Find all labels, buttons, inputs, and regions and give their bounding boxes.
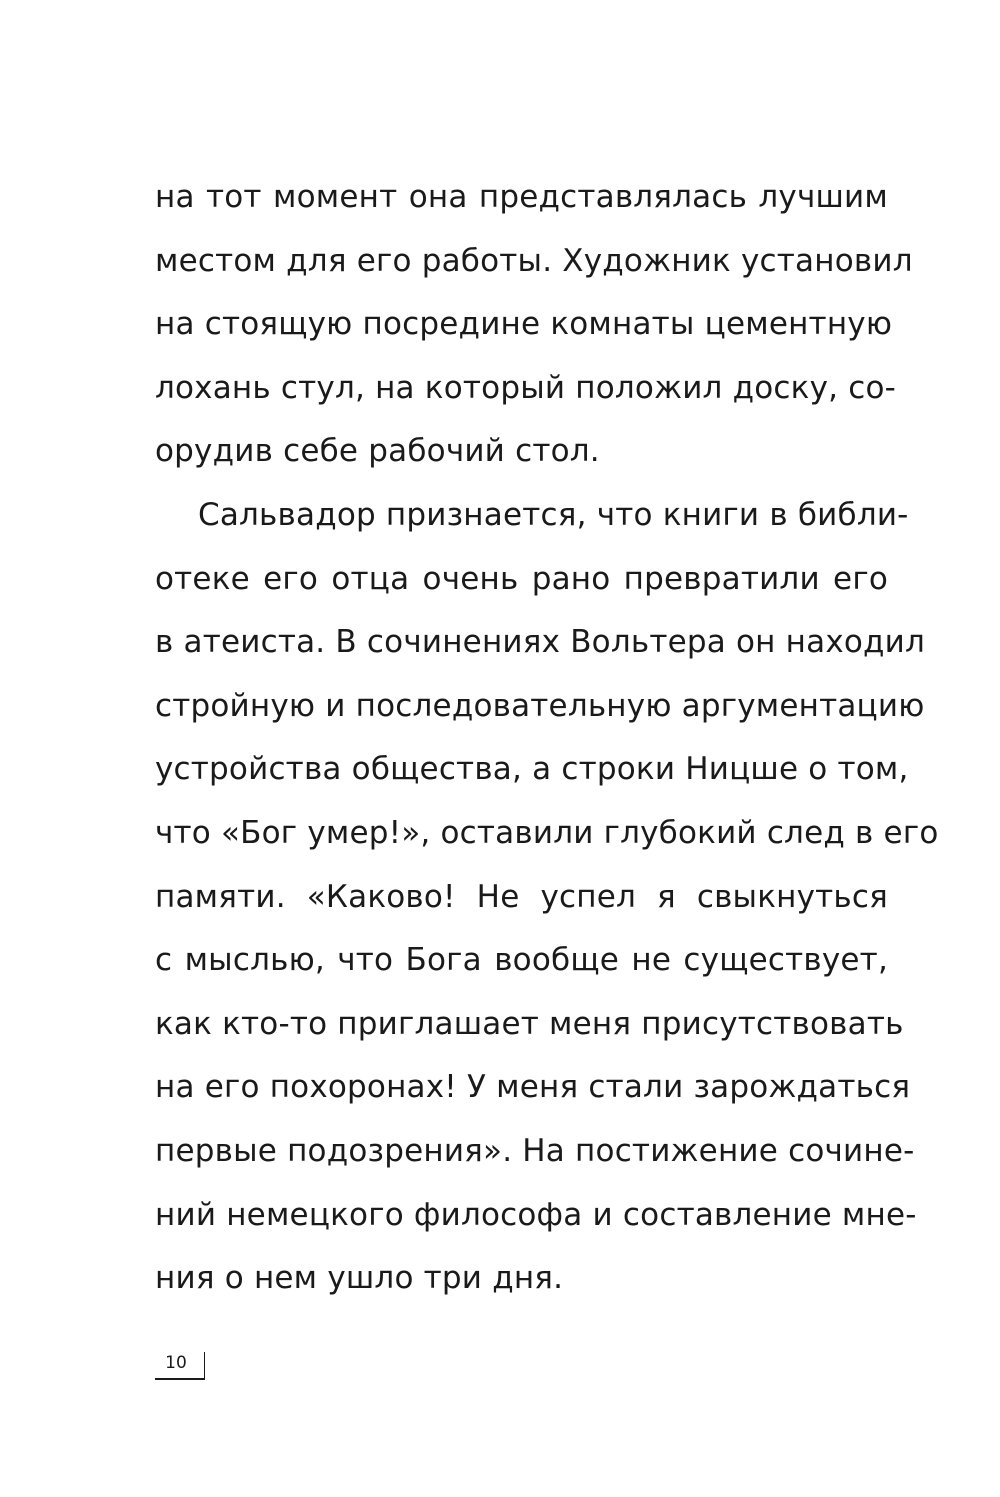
text-line: памяти. «Каково! Не успел я свыкнуться (155, 878, 888, 915)
text-line: на стоящую посредине комнаты цементную (155, 306, 893, 343)
text-line: первые подозрения». На постижение сочине- (155, 1132, 915, 1169)
folio-rule-vertical (204, 1352, 206, 1380)
text-line: местом для его работы. Художник установил (155, 242, 913, 279)
text-line: с мыслью, что Бога вообще не существует, (155, 942, 888, 979)
text-line: Сальвадор признается, что книги в библи- (198, 496, 909, 533)
text-line: ний немецкого философа и составление мне- (155, 1196, 917, 1233)
text-line: ния о нем ушло три дня. (155, 1260, 564, 1297)
body-text (155, 166, 939, 1311)
text-line: орудив себе рабочий стол. (155, 433, 600, 470)
text-line: на его похоронах! У меня стали зарождаться (155, 1069, 911, 1106)
text-line: устройства общества, а строки Ницше о том, (155, 751, 909, 788)
text-line: как кто-то приглашает меня присутствовать (155, 1005, 904, 1042)
text-line: что «Бог умер!», оставили глубокий след в его (155, 814, 939, 851)
page-number-marker (155, 1352, 205, 1379)
text-line: стройную и последовательную аргументацию (155, 687, 925, 724)
page-number: 10 (165, 1353, 187, 1373)
text-line: отеке его отца очень рано превратили его (155, 560, 888, 597)
text-line: лохань стул, на который положил доску, со- (155, 369, 897, 406)
text-line: на тот момент она представлялась лучшим (155, 179, 888, 215)
text-line: в атеиста. В сочинениях Вольтера он находил (155, 624, 926, 661)
folio-rule-horizontal (155, 1378, 205, 1380)
